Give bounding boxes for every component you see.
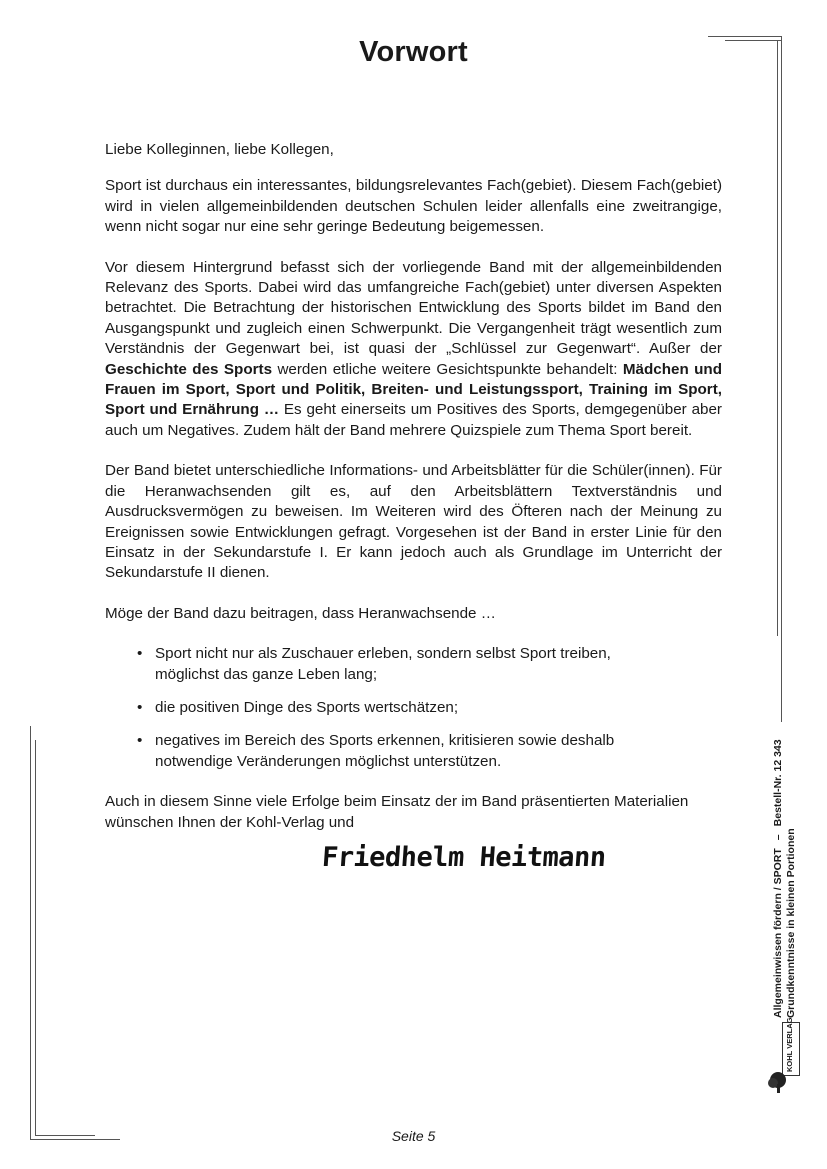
list-item: [137, 731, 722, 772]
bold-history: Geschichte des Sports: [105, 360, 273, 378]
frame-left-vertical-inner: [35, 740, 36, 1136]
sidebar-dash: –: [772, 834, 784, 841]
frame-left-vertical: [30, 726, 31, 1140]
list-item-line: die positiven Dinge des Sports wertschätzen;: [155, 698, 459, 716]
sidebar-row-2: [785, 728, 798, 1018]
signature: Friedhelm Heitmann: [320, 842, 607, 873]
paragraph-topics-text-1: Vor diesem Hintergrund befasst sich der vorliegende Band mit der allgemeinbildenden Relevanz des Sports. Dabei wird das umfangreiche Fach(gebiet) unter diversen Aspekten betrachtet. Die Betrachtung der historischen Entwicklung des Sports bildet im Band den Ausgangspunkt und zugleich einen Schwerpunkt. Die Vergangenheit trägt wesentlich zum Verständnis der Gegenwart bei, ist quasi der „Schlüssel zur Gegenwart“. Außer der: [105, 258, 722, 358]
goals-list: [105, 644, 722, 772]
sidebar-row-1: [772, 728, 785, 1018]
bullet-mark: •: [137, 732, 143, 750]
paragraph-materials: Der Band bietet unterschiedliche Informations- und Arbeitsblätter für die Schüler(innen). Für die Heranwachsenden gilt es, auf den Arbeitsblättern Textverständnis und Ausdrucksvermögen zu beweisen. Im Weiteren wird des Öfteren nach der Meinung zu Ereignissen sowie Entwicklungen gefragt. Vorgesehen ist der Band in erster Linie für den Einsatz in der Sekundarstufe I. Er kann jedoch auch als Grundlage im Unterricht der Sekundarstufe II dienen.: [105, 462, 722, 582]
list-item: [137, 698, 722, 718]
bullet-mark: •: [137, 645, 143, 663]
page-title: Vorwort: [359, 36, 468, 68]
frame-right-vertical: [781, 36, 782, 722]
preface-body: [105, 140, 722, 833]
sidebar-text: [772, 728, 798, 1018]
paragraph-wish: Möge der Band dazu beitragen, dass Heranwachsende …: [105, 604, 496, 622]
list-item-line: möglichst das ganze Leben lang;: [155, 665, 378, 683]
frame-right-vertical-inner: [777, 40, 778, 636]
list-item: [137, 644, 722, 685]
paragraph-topics-text-3: Es geht einerseits um Positives des Sports, demgegenüber aber auch um Negatives. Zudem hält der Band mehrere Quizspiele zum Thema Sport bereit.: [105, 401, 722, 439]
list-item-line: notwendige Veränderungen möglichst unterstützen.: [155, 752, 502, 770]
bold-topics: Mädchen und Frauen im Sport, Sport und Politik, Breiten- und Leistungssport, Training im Sport, Sport und Ernährung …: [105, 360, 722, 419]
logo-text: KOHL VERLAG: [785, 1017, 794, 1072]
list-item-line: Sport nicht nur als Zuschauer erleben, sondern selbst Sport treiben,: [155, 645, 611, 663]
page-number: Seite 5: [391, 1128, 436, 1144]
sidebar-order-number: Bestell-Nr. 12 343: [772, 739, 784, 827]
tree-icon: [768, 1070, 790, 1094]
paragraph-topics: [105, 258, 722, 442]
bullet-mark: •: [137, 698, 143, 716]
greeting: Liebe Kolleginnen, liebe Kollegen,: [105, 141, 334, 158]
sidebar-series: Allgemeinwissen fördern / SPORT: [772, 848, 784, 1018]
paragraph-intro: Sport ist durchaus ein interessantes, bildungsrelevantes Fach(gebiet). Diesem Fach(gebiet) wird in vielen allgemeinbildenden deutschen Schulen leider allenfalls eine zweitrangige, wenn nicht sogar nur eine sehr geringe Bedeutung beigemessen.: [105, 177, 722, 236]
list-item-line: negatives im Bereich des Sports erkennen, kritisieren sowie deshalb: [155, 732, 615, 750]
paragraph-closing: Auch in diesem Sinne viele Erfolge beim Einsatz der im Band präsentierten Materialien wünschen Ihnen der Kohl-Verlag und: [105, 793, 689, 831]
publisher-logo: [768, 1017, 802, 1094]
paragraph-topics-text-2: werden etliche weitere Gesichtspunkte behandelt:: [272, 360, 623, 378]
sidebar-subtitle: Grundkenntnisse in kleinen Portionen: [785, 828, 797, 1018]
